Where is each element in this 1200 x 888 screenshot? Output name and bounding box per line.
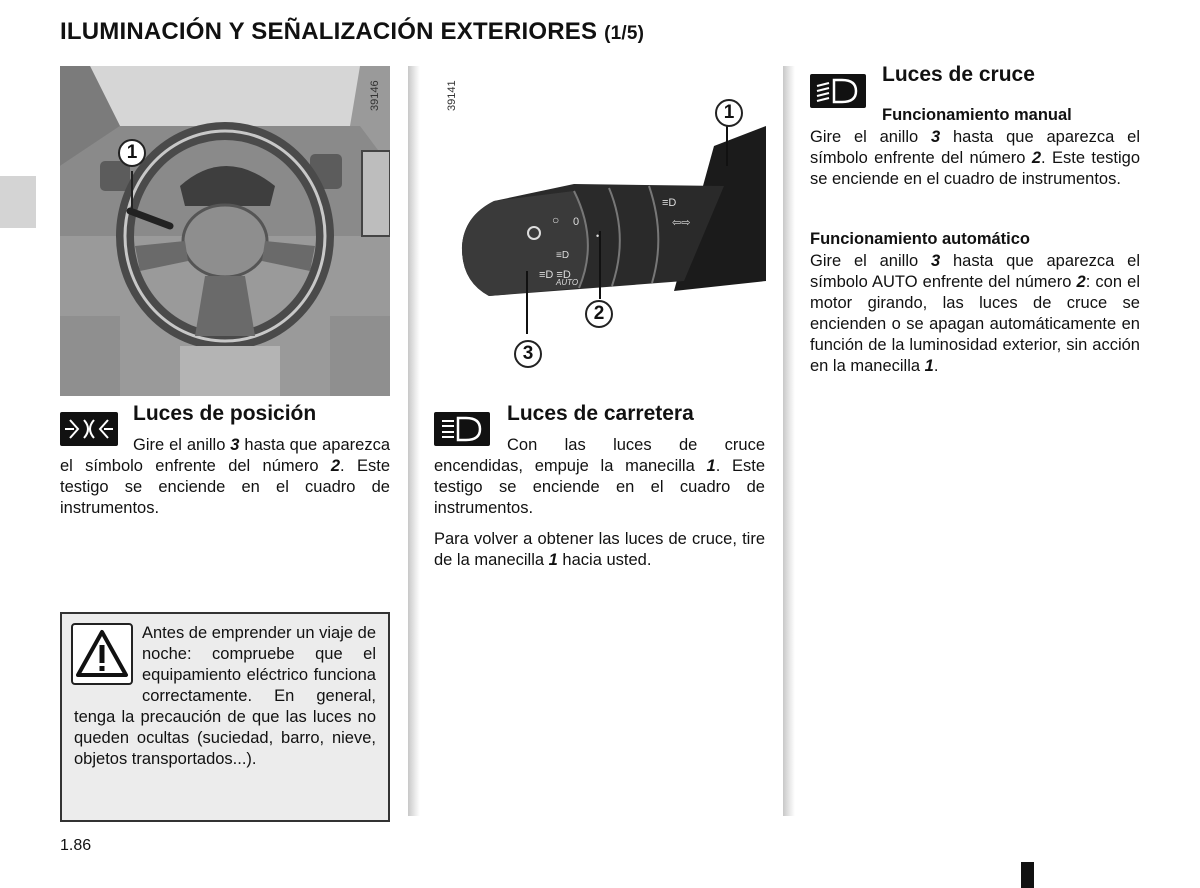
title-main: ILUMINACIÓN Y SEÑALIZACIÓN EXTERIORES — [60, 18, 598, 45]
dashboard-illustration — [60, 66, 390, 396]
callout-2: 2 — [585, 300, 613, 328]
column-divider — [783, 66, 795, 816]
night-driving-warning — [60, 612, 390, 822]
ring-label-auto: AUTO — [556, 278, 579, 287]
figure-code: 39146 — [369, 80, 381, 111]
svg-text:≡D ≡D: ≡D ≡D — [539, 269, 571, 281]
figure-code: 39141 — [446, 80, 458, 111]
page-number: 1.86 — [60, 837, 92, 854]
position-lights-title: Luces de posición — [133, 402, 317, 425]
dipped-beam-title: Luces de cruce — [882, 63, 1035, 86]
svg-text:≡D: ≡D — [556, 250, 570, 261]
svg-text:•: • — [596, 231, 600, 241]
dashboard-drawing — [60, 66, 390, 396]
main-beam-text-2: Para volver a obtener las luces de cruce, tire de la manecilla 1 hacia usted. — [434, 530, 765, 569]
svg-text:≡D: ≡D — [662, 197, 677, 209]
manual-heading: Funcionamiento manual — [882, 106, 1072, 124]
svg-text:⇦⇨: ⇦⇨ — [672, 217, 691, 229]
main-beam-text-1: Con las luces de cruce encendidas, empuje la manecilla 1. Este testigo se enciende en el cuadro de instrumentos. — [434, 436, 766, 517]
warning-text: Antes de emprender un viaje de noche: compruebe que el equipamiento eléctrico funciona correctamente. En general, tenga la precaución de que las luces no queden ocultas (suciedad, barro, nieve, objetos transportados...). — [74, 624, 376, 768]
thumb-index-bar — [1021, 862, 1034, 888]
dipped-beam-icon — [810, 74, 866, 108]
main-beam-title: Luces de carretera — [507, 402, 694, 425]
callout-1: 1 — [715, 99, 743, 127]
page-title — [60, 18, 644, 46]
manual-text: Gire el anillo 3 hasta que aparezca el símbolo enfrente del número 2. Este testigo se enciende en el cuadro de instrumentos. — [810, 128, 1140, 188]
callout-1: 1 — [118, 139, 146, 167]
column-divider — [408, 66, 420, 816]
auto-heading: Funcionamiento automático — [810, 230, 1031, 248]
ring-label-0: 0 — [573, 216, 580, 228]
title-part: (1/5) — [604, 23, 645, 44]
position-lights-text: Gire el anillo 3 hasta que aparezca el símbolo enfrente del número 2. Este testigo se enciende en el cuadro de instrumentos. — [60, 436, 390, 517]
light-stalk-illustration — [434, 66, 766, 396]
svg-text:○: ○ — [552, 213, 560, 227]
section-tab — [0, 176, 36, 228]
auto-text: Gire el anillo 3 hasta que aparezca el símbolo AUTO enfrente del número 2: con el motor girando, las luces de cruce se encienden o se apagan automáticamente en función de la luminosidad exterior, sin acción en la manecilla 1. — [810, 252, 1140, 375]
callout-3: 3 — [514, 340, 542, 368]
